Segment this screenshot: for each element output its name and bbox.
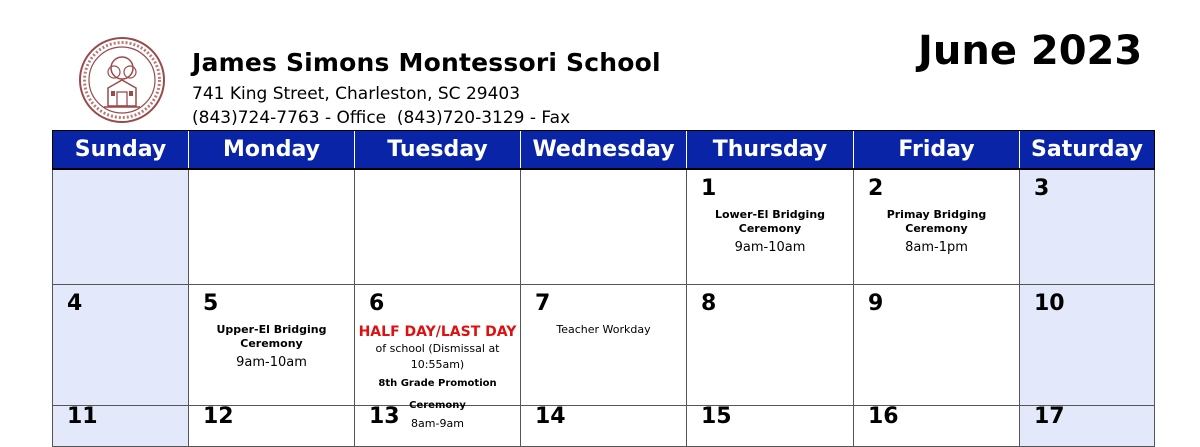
day-cell-empty [189,169,355,285]
week-row [53,406,1155,447]
week-row [53,285,1155,406]
event-time: 9am-10am [734,240,806,255]
day-number: 8 [701,291,717,316]
event-time: 9am-10am [236,355,307,370]
event-title: Upper-El Bridging Ceremony [216,323,327,350]
day-number: 2 [868,176,884,201]
week-row [53,169,1155,285]
day-cell [189,285,355,406]
half-day-highlight: HALF DAY/LAST DAY [358,324,517,340]
day-event [687,208,853,260]
day-number: 11 [67,404,98,429]
day-cell [355,406,521,447]
day-number: 9 [868,291,884,316]
day-cell [1020,169,1155,285]
event-title: 8th Grade Promotion Ceremony [378,378,497,411]
day-number: 15 [701,404,732,429]
weekday-header-row [53,131,1155,170]
school-seal-icon [78,36,166,124]
day-event [854,208,1019,260]
weekday-wednesday: Wednesday [521,131,687,170]
day-cell [687,285,854,406]
day-cell-empty [53,169,189,285]
dismissal-note: of school (Dismissal at 10:55am) [375,342,500,371]
calendar-grid [52,130,1155,447]
day-cell [854,285,1020,406]
day-number: 4 [67,291,83,316]
day-number: 1 [701,176,717,201]
school-address: 741 King Street, Charleston, SC 29403 [192,84,521,104]
day-cell [53,406,189,447]
day-cell [521,406,687,447]
day-number: 17 [1034,404,1065,429]
day-cell [687,406,854,447]
day-number: 16 [868,404,899,429]
month-title: June 2023 [918,28,1143,74]
day-event [189,323,354,375]
day-number: 10 [1034,291,1065,316]
day-number: 14 [535,404,566,429]
weekday-monday: Monday [189,131,355,170]
day-cell [521,285,687,406]
day-number: 12 [203,404,234,429]
event-title: Teacher Workday [556,323,651,336]
weekday-thursday: Thursday [687,131,854,170]
day-number: 5 [203,291,219,316]
day-cell [189,406,355,447]
day-cell [854,406,1020,447]
event-time: 8am-9am [411,417,464,430]
day-cell [1020,406,1155,447]
event-time: 8am-1pm [905,240,968,255]
weekday-sunday: Sunday [53,131,189,170]
day-cell [854,169,1020,285]
weekday-saturday: Saturday [1020,131,1155,170]
day-number: 13 [369,404,400,429]
day-cell-empty [521,169,687,285]
school-name: James Simons Montessori School [192,48,661,77]
day-number: 7 [535,291,551,316]
day-number: 6 [369,291,385,316]
day-cell-empty [355,169,521,285]
event-title: Lower-El Bridging Ceremony [714,208,826,235]
weekday-friday: Friday [854,131,1020,170]
day-number: 3 [1034,176,1050,201]
day-cell [53,285,189,406]
day-cell [1020,285,1155,406]
day-event [521,323,686,337]
day-cell [687,169,854,285]
weekday-tuesday: Tuesday [355,131,521,170]
school-phone-fax: (843)724-7763 - Office (843)720-3129 - Fax [192,108,571,128]
event-title: Primay Bridging Ceremony [886,208,987,235]
